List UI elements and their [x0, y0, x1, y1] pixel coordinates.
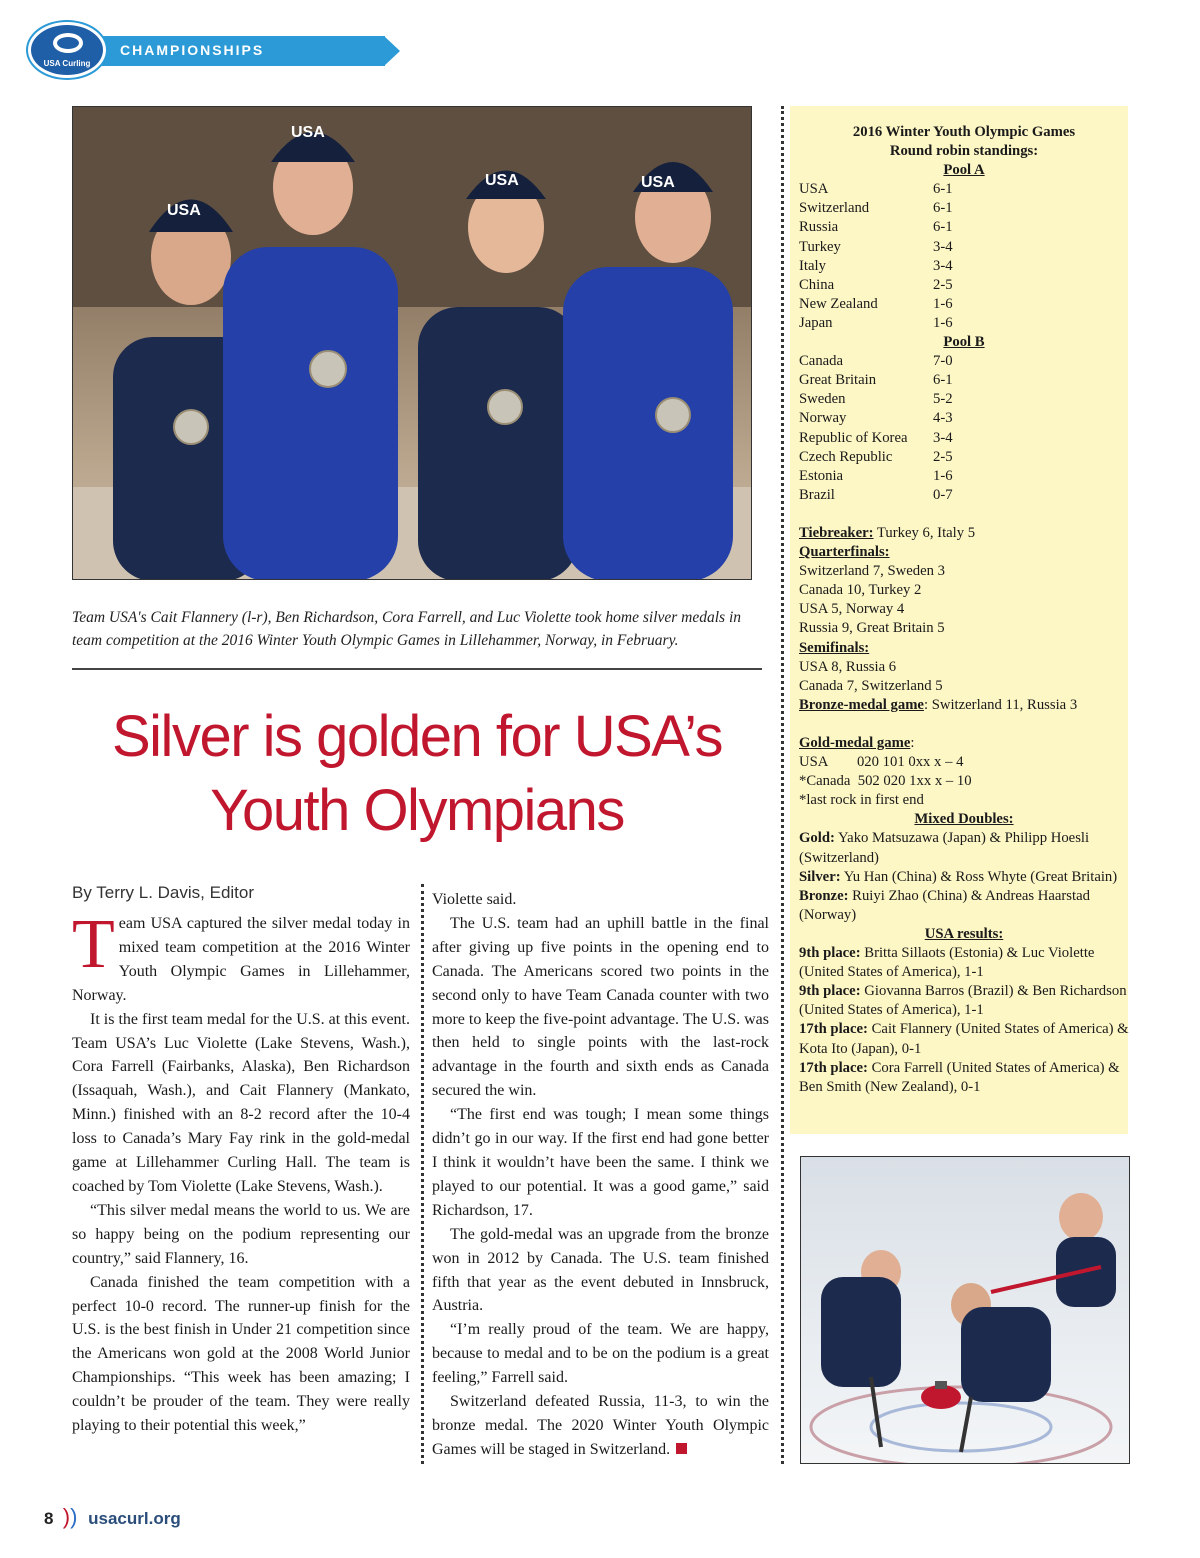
- semifinals-heading: Semifinals:: [799, 639, 870, 656]
- pool-a-heading: Pool A: [943, 162, 985, 179]
- end-mark-icon: [676, 1443, 687, 1454]
- page-footer: [44, 1504, 181, 1530]
- standing-row: Japan 1-6: [799, 314, 953, 331]
- result-line: Canada 10, Turkey 2: [799, 582, 922, 599]
- mixed-doubles-heading: Mixed Doubles:: [914, 811, 1014, 828]
- paragraph: “I’m really proud of the team. We are happy, because to medal and to be on the podium is a great feeling,” Farrell said.: [432, 1321, 769, 1387]
- curling-action-photo: [800, 1156, 1130, 1464]
- result-line: USA 8, Russia 6: [799, 658, 897, 675]
- banner-arrow: [384, 36, 400, 66]
- paragraph: Canada finished the team competition with a perfect 10-0 record. The runner-up finish for the U.S. is the best finish in Under 21 competition since the Americans won gold at the 2008 World Junior Championships. “This week has been amazing; I couldn’t be prouder of the team. They were really playing to their potential this week,”: [72, 1273, 410, 1435]
- standing-row: Norway 4-3: [799, 410, 953, 427]
- caption-divider: [72, 668, 762, 670]
- paragraph: It is the first team medal for the U.S. at this event. Team USA’s Luc Violette (Lake Stevens, Wash.), Cora Farrell (Fairbanks, Alaska), Ben Richardson (Issaquah, Wash.), and Cait Flannery (Mankato, Minn.) finished with an 8-2 record after the 10-4 loss to Canada’s Mary Fay rink in the gold-medal game at Lillehammer Curling Hall. The team is coached by Tom Violette (Lake Stevens, Wash.).: [72, 1010, 410, 1195]
- pool-b-table: [799, 352, 1129, 505]
- standing-row: Brazil 0-7: [799, 486, 953, 503]
- team-photo-illustration: [73, 107, 752, 580]
- usa-results-heading: USA results:: [924, 925, 1004, 942]
- paragraph: Violette said.: [432, 891, 517, 908]
- paragraph: “This silver medal means the world to us. We are so happy being on the podium representing our country,” said Flannery, 16.: [72, 1201, 410, 1267]
- linescore-line: USA 020 101 0xx x – 4: [799, 754, 964, 771]
- pool-a-table: [799, 180, 1129, 333]
- standing-row: Italy 3-4: [799, 257, 953, 274]
- gold-medal-heading: Gold-medal game:: [799, 735, 915, 751]
- byline: By Terry L. Davis, Editor: [72, 883, 255, 902]
- article-column-1: [72, 906, 410, 1438]
- logo-text: USA Curling: [43, 59, 91, 68]
- standing-row: Great Britain 6-1: [799, 372, 953, 389]
- column-divider: [421, 884, 424, 1464]
- paragraph: Switzerland defeated Russia, 11-3, to win the bronze medal. The 2020 Winter Youth Olympic Games will be staged in Switzerland.: [432, 1393, 769, 1458]
- usa-curling-logo: [28, 22, 106, 78]
- standing-row: USA 6-1: [799, 181, 953, 198]
- linescore-note: *last rock in first end: [799, 792, 924, 809]
- results-sidebar: [790, 106, 1128, 1134]
- standing-row: Republic of Korea 3-4: [799, 429, 953, 446]
- photo-caption: Team USA's Cait Flannery (l-r), Ben Richardson, Cora Farrell, and Luc Violette took home silver medals in team competition at the 2016 Winter Youth Olympic Games in Lillehammer, Norway, in February.: [72, 609, 742, 649]
- article-headline: [72, 700, 762, 848]
- standing-row: China 2-5: [799, 276, 953, 293]
- bronze-medal-game: Bronze-medal game: Switzerland 11, Russia 3: [799, 696, 1078, 713]
- footer-paren-blue-icon: ): [70, 1504, 78, 1529]
- result-line: Canada 7, Switzerland 5: [799, 677, 943, 694]
- section-title: CHAMPIONSHIPS: [120, 42, 265, 58]
- svg-text:USA: USA: [291, 124, 325, 141]
- linescore-line: *Canada 502 020 1xx x – 10: [799, 773, 972, 790]
- mixed-result: Gold: Yako Matsuzawa (Japan) & Philipp Hoesli (Switzerland): [799, 830, 1090, 866]
- standing-row: Switzerland 6-1: [799, 200, 953, 217]
- standing-row: Russia 6-1: [799, 219, 953, 236]
- svg-text:USA: USA: [167, 202, 201, 219]
- standing-row: Canada 7-0: [799, 353, 953, 370]
- team-photo: [72, 106, 752, 580]
- mixed-result: Silver: Yu Han (China) & Ross Whyte (Great Britain): [799, 868, 1118, 885]
- logo-ring-icon: [53, 33, 83, 53]
- sidebar-subtitle: Round robin standings:: [889, 143, 1039, 160]
- headline-line-2: Youth Olympians: [210, 778, 624, 843]
- result-line: USA 5, Norway 4: [799, 601, 905, 618]
- standing-row: Czech Republic 2-5: [799, 448, 953, 465]
- standing-row: Estonia 1-6: [799, 467, 953, 484]
- drop-cap: T: [72, 906, 115, 983]
- usa-result: 17th place: Cora Farrell (United States of America) & Ben Smith (New Zealand), 0-1: [799, 1059, 1120, 1095]
- curling-action-illustration: [801, 1157, 1130, 1464]
- paragraph: Team USA captured the silver medal today in mixed team competition at the 2016 Winter Youth Olympic Games in Lillehammer, Norway.: [72, 906, 410, 1004]
- svg-text:USA: USA: [485, 172, 519, 189]
- sidebar-divider: [781, 106, 784, 1464]
- tiebreaker: Tiebreaker: Turkey 6, Italy 5: [799, 524, 976, 541]
- result-line: Switzerland 7, Sweden 3: [799, 563, 946, 580]
- usa-result: 9th place: Britta Sillaots (Estonia) & Luc Violette (United States of America), 1-1: [799, 945, 1095, 981]
- paragraph: The gold-medal was an upgrade from the bronze won in 2012 by Canada. The U.S. team finished fifth that year as the event debuted in Innsbruck, Austria.: [432, 1225, 769, 1315]
- result-line: Russia 9, Great Britain 5: [799, 620, 945, 637]
- footer-paren-red-icon: ): [62, 1504, 71, 1529]
- quarterfinals-heading: Quarterfinals:: [799, 544, 890, 561]
- article-column-2: [432, 888, 769, 1462]
- footer-url[interactable]: usacurl.org: [88, 1509, 181, 1528]
- pool-b-heading: Pool B: [943, 334, 985, 351]
- standing-row: New Zealand 1-6: [799, 295, 953, 312]
- headline-line-1: Silver is golden for USA’s: [111, 704, 723, 769]
- standing-row: Sweden 5-2: [799, 391, 953, 408]
- paragraph: “The first end was tough; I mean some things didn’t go in our way. If the first end had gone better I think it wouldn’t have been the same. I think we played to our potential. It was a good game,” said Richardson, 17.: [432, 1106, 769, 1219]
- svg-text:USA: USA: [641, 174, 675, 191]
- page-number: 8: [44, 1509, 54, 1528]
- sidebar-title: 2016 Winter Youth Olympic Games: [852, 124, 1076, 140]
- paragraph: The U.S. team had an uphill battle in the final after giving up five points in the opening end to Canada. The Americans scored two points in the second only to have Team Canada counter with two more to keep the five-point advantage. The U.S. was then held to single points with the last-rock advantage in the fourth and sixth ends as Canada secured the win.: [432, 914, 769, 1100]
- standing-row: Turkey 3-4: [799, 238, 953, 255]
- mixed-result: Bronze: Ruiyi Zhao (China) & Andreas Haarstad (Norway): [799, 887, 1090, 923]
- usa-result: 9th place: Giovanna Barros (Brazil) & Ben Richardson (United States of America), 1-1: [799, 983, 1127, 1019]
- usa-result: 17th place: Cait Flannery (United States of America) & Kota Ito (Japan), 0-1: [799, 1021, 1129, 1057]
